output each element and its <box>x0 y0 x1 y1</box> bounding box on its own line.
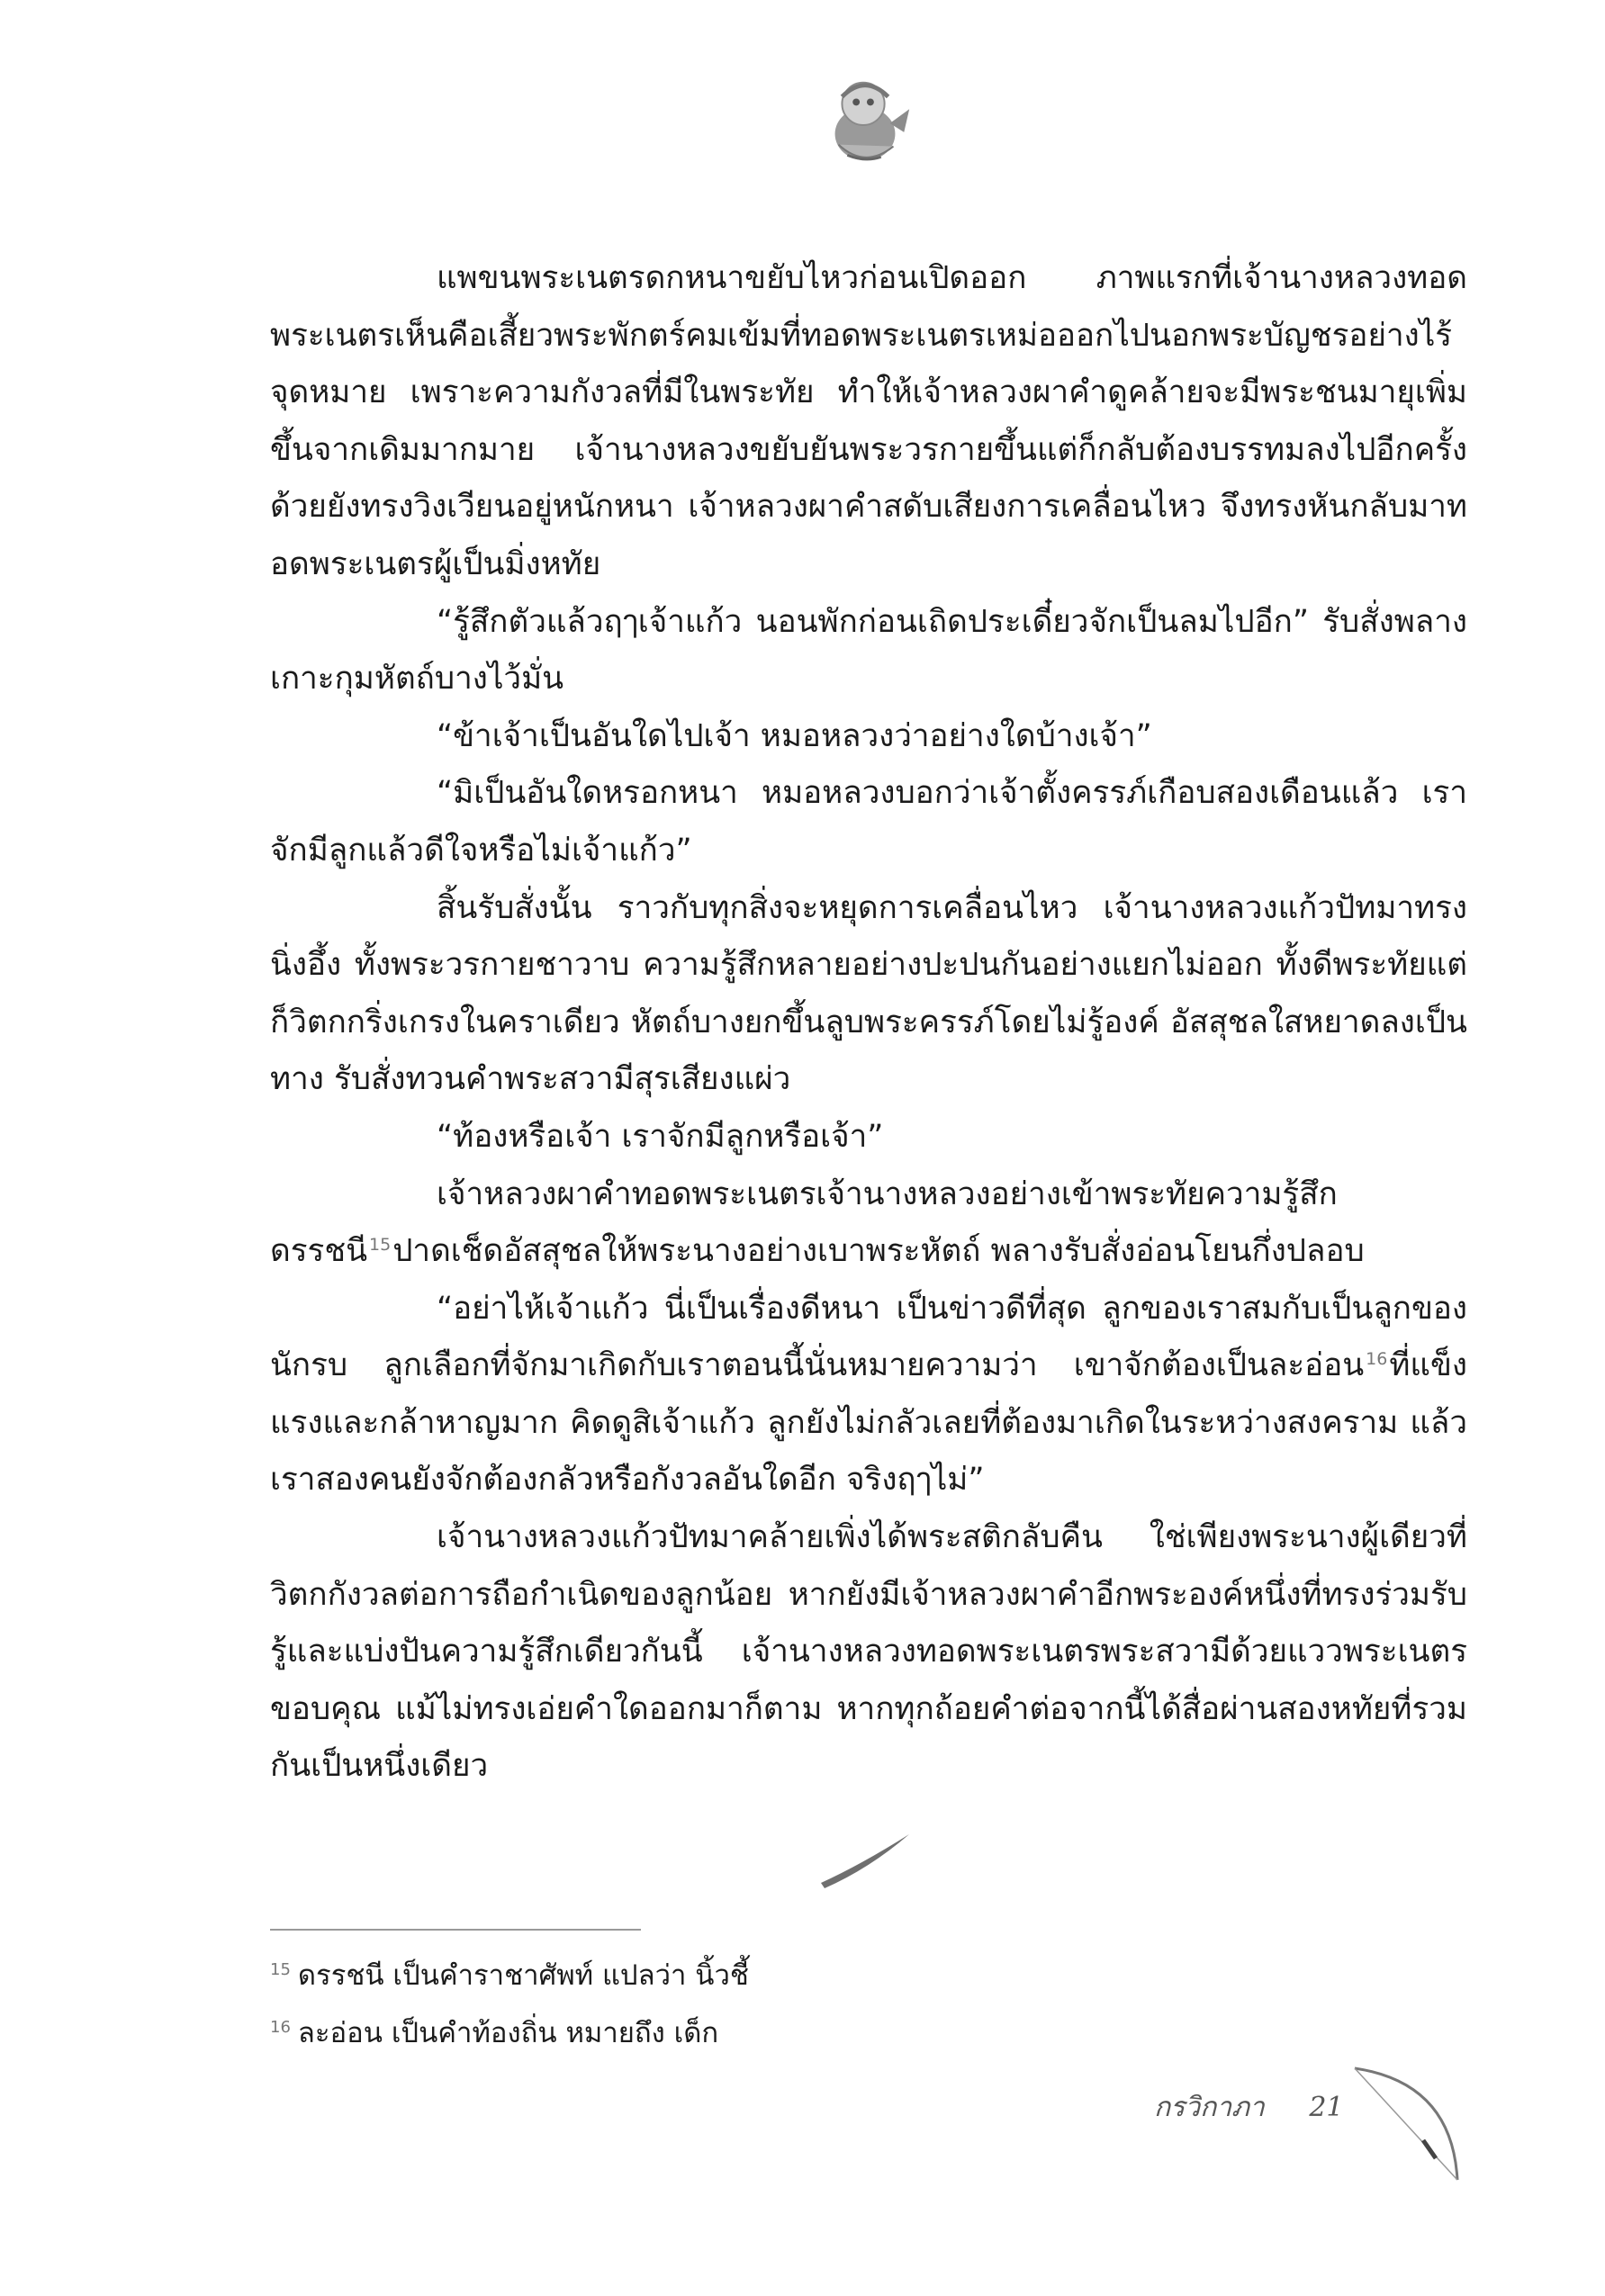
book-title: กรวิกาภา <box>1154 2092 1265 2123</box>
footnote-ref: 15 <box>369 1235 392 1256</box>
footnotes <box>270 1947 1080 2062</box>
paragraph-text: ปาดเช็ดอัสสุชลให้พระนางอย่างเบาพระหัตถ์ พลางรับสั่งอ่อนโยนกึ่งปลอบ <box>392 1233 1365 1270</box>
paragraph: สิ้นรับสั่งนั้น ราวกับทุกสิ่งจะหยุดการเคลื่อนไหว เจ้านางหลวงแก้วปัทมาทรงนิ่งอึ้ง ทั้งพระวรกายชาวาบ ความรู้สึกหลายอย่างปะปนกันอย่างแยกไม่ออก ทั้งดีพระทัยแต่ก็วิตกกริ่งเกรงในคราเดียว หัตถ์บางยกขึ้นลูบพระครรภ์โดยไม่รู้องค์ อัสสุชลใสหยาดลงเป็นทาง รับสั่งทวนคำพระสวามีสุรเสียงแผ่ว <box>270 889 1467 1098</box>
paragraph: “ท้องหรือเจ้า เราจักมีลูกหรือเจ้า” <box>437 1118 884 1155</box>
footnote-ref: 16 <box>1366 1349 1388 1370</box>
brush-stroke-icon <box>816 1829 915 1892</box>
page-number: 21 <box>1309 2092 1344 2123</box>
bow-arc-icon <box>1346 2061 1472 2187</box>
footnote-text: ดรรชนี เป็นคำราชาศัพท์ แปลว่า นิ้วชี้ <box>297 1959 749 1992</box>
paragraph: “รู้สึกตัวแล้วฤๅเจ้าแก้ว นอนพักก่อนเถิดประเดี๋ยวจักเป็นลมไปอีก” รับสั่งพลางเกาะกุมหัตถ์บางไว้มั่น <box>270 603 1467 698</box>
ornament-figure-icon <box>812 70 918 176</box>
paragraph <box>270 1166 1467 1281</box>
paragraph-text: เจ้าหลวงผาคำทอดพระเนตรเจ้านางหลวงอย่างเข้าพระทัยความรู้สึก ดรรชนี <box>270 1175 1338 1270</box>
paragraph-text: ที่แข็งแรงและกล้าหาญมาก คิดดูสิเจ้าแก้ว ลูกยังไม่กลัวเลยที่ต้องมาเกิดในระหว่างสงคราม แล้วเราสองคนยังจักต้องกลัวหรือกังวลอันใดอีก จริงฤๅไม่” <box>270 1347 1467 1499</box>
body-text <box>270 250 1467 1796</box>
paragraph: “มิเป็นอันใดหรอกหนา หมอหลวงบอกว่าเจ้าตั้งครรภ์เกือบสองเดือนแล้ว เราจักมีลูกแล้วดีใจหรือไม่เจ้าแก้ว” <box>270 775 1467 869</box>
footnote-number: 16 <box>270 2018 291 2037</box>
footnote-separator <box>270 1929 641 1931</box>
paragraph: เจ้านางหลวงแก้วปัทมาคล้ายเพิ่งได้พระสติกลับคืน ใช่เพียงพระนางผู้เดียวที่วิตกกังวลต่อการถือกำเนิดของลูกน้อย หากยังมีเจ้าหลวงผาคำอีกพระองค์หนึ่งที่ทรงร่วมรับรู้และแบ่งปันความรู้สึกเดียวกันนี้ เจ้านางหลวงทอดพระเนตรพระสวามีด้วยแววพระเนตรขอบคุณ แม้ไม่ทรงเอ่ยคำใดออกมาก็ตาม หากทุกถ้อยคำต่อจากนี้ได้สื่อผ่านสองหทัยที่รวมกันเป็นหนึ่งเดียว <box>270 1519 1467 1785</box>
footnote-text: ละอ่อน เป็นคำท้องถิ่น หมายถึง เด็ก <box>297 2017 719 2049</box>
paragraph-text: “อย่าไห้เจ้าแก้ว นี่เป็นเรื่องดีหนา เป็นข่าวดีที่สุด ลูกของเราสมกับเป็นลูกของนักรบ ลูกเลือกที่จักมาเกิดกับเราตอนนี้นั่นหมายความว่า เขาจักต้องเป็นละอ่อน <box>270 1290 1467 1384</box>
footnote-16 <box>270 2004 1080 2062</box>
page-footer <box>1154 2086 1344 2129</box>
paragraph <box>270 1281 1467 1509</box>
footnote-number: 15 <box>270 1960 291 1979</box>
footnote-15 <box>270 1947 1080 2004</box>
paragraph: แพขนพระเนตรดกหนาขยับไหวก่อนเปิดออก ภาพแรกที่เจ้านางหลวงทอดพระเนตรเห็นคือเสี้ยวพระพักตร์คมเข้มที่ทอดพระเนตรเหม่อออกไปนอกพระบัญชรอย่างไร้จุดหมาย เพราะความกังวลที่มีในพระทัย ทำให้เจ้าหลวงผาคำดูคล้ายจะมีพระชนมายุเพิ่มขึ้นจากเดิมมากมาย เจ้านางหลวงขยับยันพระวรกายขึ้นแต่ก็กลับต้องบรรทมลงไปอีกครั้งด้วยยังทรงวิงเวียนอยู่หนักหนา เจ้าหลวงผาคำสดับเสียงการเคลื่อนไหว จึงทรงหันกลับมาทอดพระเนตรผู้เป็นมิ่งหทัย <box>270 260 1467 582</box>
paragraph: “ข้าเจ้าเป็นอันใดไปเจ้า หมอหลวงว่าอย่างใดบ้างเจ้า” <box>437 717 1152 754</box>
